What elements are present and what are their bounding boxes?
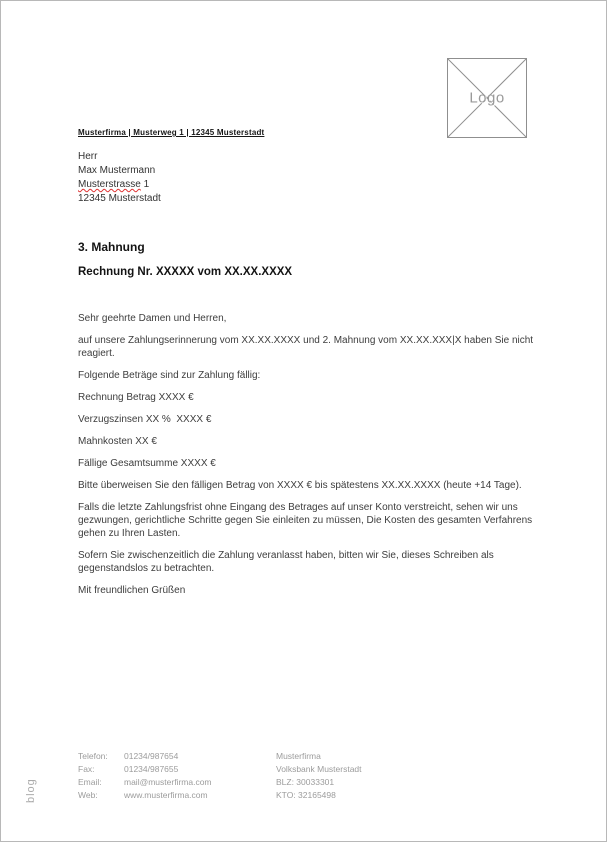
recipient-city: 12345 Musterstadt: [78, 193, 161, 204]
footer-fax-row: [78, 763, 212, 776]
footer-contact-block: [78, 750, 212, 802]
recipient-salutation: Herr: [78, 151, 98, 162]
recipient-name: Max Mustermann: [78, 165, 156, 176]
greeting: Sehr geehrte Damen und Herren,: [78, 313, 227, 324]
subject-heading: 3. Mahnung: [78, 240, 145, 254]
invoice-subject-line: Rechnung Nr. XXXXX vom XX.XX.XXXX: [78, 266, 293, 278]
footer-web-value: www.musterfirma.com: [124, 790, 208, 800]
footer-email-value: mail@musterfirma.com: [124, 777, 212, 787]
watermark-text: blog: [25, 778, 37, 803]
intro-paragraph: auf unsere Zahlungserinnerung vom XX.XX.XXXX und 2. Mahnung vom XX.XX.XXX|X haben Sie nicht reagiert.: [78, 335, 536, 359]
amount-fees: Mahnkosten XX €: [78, 436, 157, 447]
footer-telefon-row: [78, 750, 212, 763]
footer-blz: BLZ: 30033301: [276, 777, 335, 787]
footer-kto: KTO: 32165498: [276, 790, 336, 800]
footer-telefon-label: Telefon:: [78, 751, 108, 761]
footer-web-row: [78, 789, 212, 802]
logo-label: Logo: [469, 89, 505, 107]
recipient-street-number: 1: [143, 179, 150, 190]
footer-bank-name: Volksbank Musterstadt: [276, 764, 362, 774]
footer-company-block: [276, 750, 362, 802]
already-paid-note: Sofern Sie zwischenzeitlich die Zahlung veranlasst haben, bitten wir Sie, dieses Schreiben als gegenstandslos zu betrachten.: [78, 550, 497, 574]
due-intro: Folgende Beträge sind zur Zahlung fällig:: [78, 370, 261, 381]
payment-request: Bitte überweisen Sie den fälligen Betrag von XXXX € bis spätestens XX.XX.XXXX (heute +14 Tage).: [78, 480, 522, 491]
amount-total: Fällige Gesamtsumme XXXX €: [78, 458, 216, 469]
footer-web-label: Web:: [78, 790, 98, 800]
footer-telefon-value: 01234/987654: [124, 751, 179, 761]
amount-interest: Verzugszinsen XX % XXXX €: [78, 414, 212, 425]
footer-company-name: Musterfirma: [276, 751, 321, 761]
closing: Mit freundlichen Grüßen: [78, 585, 186, 596]
recipient-street: Musterstrasse: [78, 179, 141, 190]
amount-invoice: Rechnung Betrag XXXX €: [78, 392, 194, 403]
footer-fax-label: Fax:: [78, 764, 95, 774]
footer-email-row: [78, 776, 212, 789]
logo-placeholder: [447, 58, 527, 138]
footer-email-label: Email:: [78, 777, 102, 787]
letter-body: [78, 312, 536, 606]
sender-line: Musterfirma | Musterweg 1 | 12345 Musterstadt: [78, 128, 265, 137]
legal-warning: Falls die letzte Zahlungsfrist ohne Eingang des Betrages auf unser Konto verstreicht, sehen wir uns gezwungen, gerichtliche Schritte gegen Sie einleiten zu müssen, Die Kosten des gesamten Verfahrens gehen zu Ihren Lasten.: [78, 502, 535, 539]
recipient-street-line: [78, 178, 161, 192]
footer-fax-value: 01234/987655: [124, 764, 179, 774]
recipient-block: [78, 150, 161, 206]
